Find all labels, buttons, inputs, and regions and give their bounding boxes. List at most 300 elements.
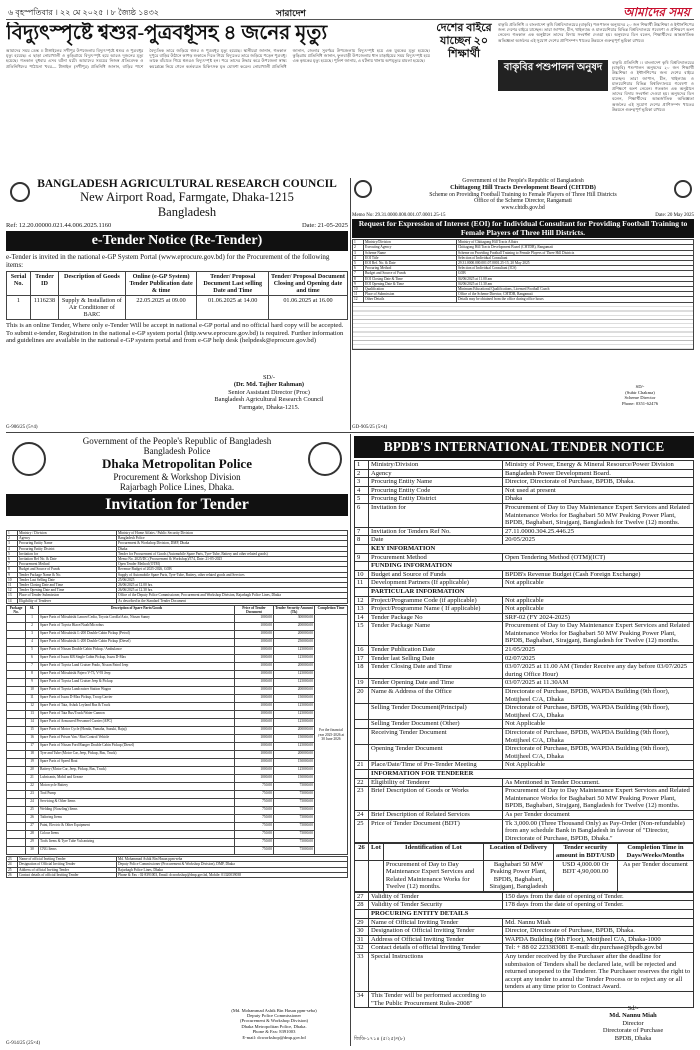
row-label: EOI Ref. No. & Date [364, 260, 457, 265]
row-label: Eligibility of Tenderer [369, 778, 503, 787]
col-header: Lot [369, 844, 384, 860]
row-value: 26/06/2025 at 12.00 hrs. [117, 583, 348, 588]
table-row [7, 639, 348, 647]
row-label: Procuring Method [364, 266, 457, 271]
cell-package [7, 759, 26, 767]
row-number: 5 [353, 260, 364, 265]
signature-block [578, 1005, 688, 1042]
cell-security: 75000.00 [274, 799, 315, 807]
row-label: Receiving Tender Document [369, 729, 503, 745]
cell-description: Spare Parts of Speed Boat [39, 759, 235, 767]
row-value: 21/05/2025 [503, 646, 694, 655]
sign-line: Bangladesh Agricultural Research Council [214, 396, 324, 404]
police-logo-icon [12, 442, 46, 476]
table-row [355, 663, 694, 679]
row-number: 13 [7, 593, 18, 598]
cell-description: Spare Parts of Mitsubishi Lancer/Cedia, Toyota Corolla/Axio, Nissan Sunny [39, 615, 235, 623]
table-row [355, 503, 694, 527]
cell-sl: 11 [26, 695, 39, 703]
cell-package [7, 839, 26, 847]
cell-price: 1000.00 [235, 671, 274, 679]
cell-completion: For the financial year 2025-2026 at 30 June 2026 [315, 615, 348, 855]
article-body: বাকৃবি প্রতিনিধি ।। বাংলাদেশ কৃষি বিশ্ববিদ্যালয়ের (বাকৃবি) পশুপালন অনুষদের ২০ জন শিক্ষার্থী উচ্চশিক্ষা ও ইন্টার্নশিপের জন্য দেশের বাইরে যাচ্ছেন। তারা জাপান, চীন, থাইল্যান্ড ও মালয়েশিয়ার বিভিন্ন বিশ্ববিদ্যালয়ে গবেষণা ও প্রশিক্ষণে অংশ নেবেন। গতকাল এক অনুষ্ঠানে তাদের বিদায় সংবর্ধনা দেওয়া হয়। অনুষদের ডিন বলেন, শিক্ষার্থীদের আন্তর্জাতিক অভিজ্ঞতা অর্জনের এই সুযোগ দেশের প্রাণিসম্পদ খাতের উন্নয়নে গুরুত্বপূর্ণ ভূমিকা রাখবে। [498, 22, 694, 43]
table-row [7, 807, 348, 815]
row-value: GOB [457, 271, 694, 276]
row-number: 5 [7, 551, 18, 556]
row-label: Invitation Ref No. & Date [18, 557, 117, 562]
cell-description: Supply & Installation of Air Conditioner of BARC [59, 296, 126, 320]
row-value: Ministry of Power, Energy & Mineral Resource/Power Division [503, 461, 694, 470]
org-title: Chittagong Hill Tracts Development Board (CHTDB) [450, 183, 596, 191]
cell-description: Spare Parts of Toyota Land Cruiser Prado, Nissan Patrol Jeep [39, 663, 235, 671]
cell-package [7, 743, 26, 751]
cell-price: 1000.00 [235, 767, 274, 775]
notice-title: e-Tender Notice (Re-Tender) [6, 231, 348, 251]
cell-sl: 29 [26, 839, 39, 847]
row-value: 25/06/2025 [117, 577, 348, 582]
row-label: Invitation for Tenders Ref No. [369, 527, 503, 536]
signatory-name: Md. Nannu Miah [609, 1012, 657, 1020]
cell-security: 75000.00 [274, 823, 315, 831]
column-divider [350, 434, 351, 1046]
row-label: Procuring Entity Name [18, 541, 117, 546]
signature-block [204, 1008, 344, 1040]
row-number: 13 [355, 605, 369, 614]
row-number: 15 [355, 622, 369, 646]
row-label: Qualification [364, 287, 457, 292]
dmp-logo-icon [308, 442, 342, 476]
row-label: Price of Tender Document (BDT) [369, 819, 503, 843]
cell-sl: 23 [26, 791, 39, 799]
cell-sl: 21 [26, 775, 39, 783]
cell-description: Spare Parts of Tata Bus/Truck/Water Cannon [39, 711, 235, 719]
cell-sl: 22 [26, 783, 39, 791]
row-number [355, 769, 369, 778]
table-row [7, 775, 348, 783]
row-number [355, 704, 369, 720]
cell-package [7, 799, 26, 807]
cell-security: 150000.00 [274, 695, 315, 703]
table-row [355, 553, 694, 562]
row-value: Dhaka [503, 495, 694, 504]
row-label: Name of Official Inviting Tender [369, 918, 503, 927]
memo-date: Date: 20 May 2025 [655, 212, 694, 218]
cell-security: 125000.00 [274, 743, 315, 751]
cell-sl: 19 [26, 759, 39, 767]
row-label: Designation of Official Inviting Tender [18, 862, 117, 867]
row-label: Procurement Method [369, 553, 503, 562]
cell-sl: 9 [26, 679, 39, 687]
cell-sl: 7 [26, 663, 39, 671]
row-value: 178 days from the date of opening of Tender. [503, 901, 694, 910]
row-label: Procuring Entity District [18, 546, 117, 551]
bpdb-tender-notice [354, 436, 694, 1046]
cell-sl: 12 [26, 703, 39, 711]
address-line: Rajarbagh Police Lines, Dhaka. [119, 482, 235, 492]
row-value: Directorate of Purchase, BPDB, WAPDA Building (9th floor), Motijheel C/A, Dhaka [503, 704, 694, 720]
table-row [355, 486, 694, 495]
section-heading: PARTICULAR INFORMATION [369, 587, 694, 596]
row-number: 24 [355, 810, 369, 819]
row-number: 10 [353, 287, 364, 292]
cell-package [7, 815, 26, 823]
row-label: This Tender will be performed according to "The Public Procurement Rules-2008" [369, 992, 503, 1008]
col-header: Completion Time [315, 605, 348, 614]
notice-intro: e-Tender is invited in the national e-GP System Portal (www.eprocure.gov.bd) for the Procurement of the following items: [6, 253, 330, 269]
row-number: 6 [355, 503, 369, 527]
row-value: Procurement & Workshop Division, DMP, Dhaka [117, 541, 348, 546]
cell-package [7, 751, 26, 759]
page-date-line: ৬ বৃহস্পতিবার । ২২ মে ২০২৫ । ৮ জ্যৈষ্ঠ ১৪৩২ [8, 8, 160, 17]
cell-description: Tools Items & Tyre Tube Vulcanizing [39, 839, 235, 847]
org-line: Bangladesh Police [143, 446, 211, 456]
gd-code: GD-905/25 (5×4) [352, 425, 388, 430]
cell-price: 750.00 [235, 799, 274, 807]
cell-description: Tool Pump [39, 791, 235, 799]
row-value: Director, Directorate of Purchase, BPDB, Dhaka. [503, 927, 694, 936]
table-row [7, 823, 348, 831]
cell-security: 75000.00 [274, 815, 315, 823]
cell-package [7, 655, 26, 663]
row-value: Rajarbagh Police Lines, Dhaka [117, 867, 348, 872]
row-number: 12 [355, 596, 369, 605]
row-number: 4 [353, 255, 364, 260]
cell-sl: 2 [26, 623, 39, 631]
row-value: 20/05/2025 [503, 536, 694, 545]
row-value: Tk 3,000.00 (Three Thousand Only) as Pay-Order (Non-refundable) from any schedule Bank in Bangladesh in favour of "Director, Directorate of Purchase, BPDB, Dhaka." [503, 819, 694, 843]
row-label: Procuring Entity District [369, 495, 503, 504]
table-row [355, 613, 694, 622]
table-row [7, 615, 348, 623]
table-row [7, 839, 348, 847]
row-label: Agency [369, 469, 503, 478]
article-headline: বিদ্যুৎস্পৃষ্টে শ্বশুর-পুত্রবধূসহ ৪ জনের মৃত্যু [6, 22, 328, 44]
row-label: Procuring Entity Name [369, 478, 503, 487]
row-value: Open Tender Method (OTM) [117, 562, 348, 567]
row-value: Not applicable [503, 605, 694, 614]
notice-date: Date: 21-05-2025 [301, 222, 348, 229]
row-label: Opening Tender Document [369, 745, 503, 761]
col-header: Tender Security Amount (Tk) [275, 605, 313, 615]
row-number: 2 [7, 536, 18, 541]
cell-description: Spare Parts of Mitsubishi L-200 Double Cabin Pickup (Diesel) [39, 639, 235, 647]
cell-sl: 17 [26, 743, 39, 751]
column-divider [350, 178, 351, 430]
table-row [355, 787, 694, 811]
cell-security: 125000.00 [274, 703, 315, 711]
row-value: Details may be obtained from the office during office hours [457, 297, 694, 302]
cell-security: 75000.00 [274, 839, 315, 847]
col-header: Tender/ Proposal Document Last selling Date and Time [197, 272, 269, 296]
col-header: Price of Tender Document [235, 605, 274, 614]
table-row [355, 910, 694, 919]
cell-description: Spare Parts of Mitsubishi Pajero V-73, V-93 Jeep [39, 671, 235, 679]
barc-tender-notice [6, 178, 348, 430]
cell-description: Lubricants, Mobil and Grease [39, 775, 235, 783]
notice-intro [6, 518, 348, 530]
cell-package [7, 831, 26, 839]
bpdb-info-table [354, 460, 694, 843]
table-row [7, 872, 348, 877]
row-number: 3 [7, 541, 18, 546]
cell-security: 125000.00 [274, 655, 315, 663]
row-number: 25 [7, 867, 18, 872]
dmp-tender-notice [6, 436, 348, 1046]
bpdb-info-table-2 [354, 892, 694, 1008]
row-value: Not applicable [503, 579, 694, 588]
row-number: 10 [7, 577, 18, 582]
row-value: Phone & Fax : 02-8391003, Email: dcworkshop@dmp.gov.bd, Mobile: 01320039038 [117, 872, 348, 877]
table-row [355, 704, 694, 720]
office-line: Office of the Scheme Director, Rangamati [474, 198, 572, 205]
cell-description: Spare Parts of Toyota Landcruiser Station Wagon [39, 687, 235, 695]
signature-block [194, 374, 344, 411]
row-value: Supply of Automobile Spare Parts, Tyre-Tube, Battery, other related goods and Services [117, 572, 348, 577]
cell-price: 750.00 [235, 847, 274, 855]
row-value: SRF-02 (FY 2024-2025) [503, 613, 694, 622]
cell-selling: 01.06.2025 at 14.00 [197, 296, 269, 320]
section-heading: INFORMATION FOR TENDERER [369, 769, 694, 778]
sign-line: Dhaka Metropolitan Police, Dhaka. [241, 1023, 307, 1029]
col-header: Tender/ Proposal Document Closing and Opening date and time [268, 272, 347, 296]
cell-package [7, 679, 26, 687]
row-value: 150 days from the date of opening of Tender. [503, 892, 694, 901]
table-row [7, 743, 348, 751]
sign-line: Director [622, 1019, 644, 1027]
col-header: Description of Goods [59, 272, 126, 296]
row-number: 12 [353, 297, 364, 302]
cell-package [7, 775, 26, 783]
notice-footer-2: To submit e-tender, Registration in the national e-GP system portal (http.www.eprocure.gov.bd) is required. Further information and guidelines are available in the national e-GP system portal and from e-GP help desk (helpdesk@eprocure.gov.bd) [6, 329, 344, 345]
cell-price: 1000.00 [235, 647, 274, 655]
cell-price: 1000.00 [235, 679, 274, 687]
cell-description: CNG Items [39, 847, 235, 855]
cell-security: 125000.00 [274, 711, 315, 719]
col-header: Online (e-GP System) Tender Publication date & time [125, 272, 197, 296]
row-number: 4 [7, 546, 18, 551]
row-value: Selection of Individual Consultant (ICS) [457, 266, 694, 271]
row-label: Invitation for [369, 503, 503, 527]
row-value: Procurement of Day to Day Maintenance Expert Services and Related Maintenance Works for Baghabari 50 MW Peaking Power Plant, BPDB, Baghabari, Sirajganj, Bangladesh for Twelve (12) months. [503, 503, 694, 527]
scheme-line: Scheme on Providing Football Training to Female Players of Three Hill Districts [429, 191, 617, 198]
cell-identification: Procurement of Day to Day Maintenance Expert Services and Related Maintenance Works for Twelve (12) months. [383, 860, 483, 891]
row-number [355, 910, 369, 919]
table-row [355, 892, 694, 901]
row-number [355, 587, 369, 596]
row-number: 33 [355, 953, 369, 992]
row-value: 03/07/2025 at 11.30AM [503, 679, 694, 688]
row-number: 5 [355, 495, 369, 504]
section-heading: FUNDING INFORMATION [369, 562, 694, 571]
cell-description: Battery (Motor Car, Jeep, Pickup, Bus, Truck) [39, 767, 235, 775]
memo-number: Memo No: 29.31.0000.000.001.07.0001.25-15 [352, 212, 446, 218]
table-row [355, 654, 694, 663]
cell-package [7, 623, 26, 631]
news-article-electrocution [6, 22, 430, 192]
row-value: Minimum Educational Qualifications, Licensed Football Coach [457, 287, 694, 292]
row-label: Procuring Entity Code [369, 486, 503, 495]
cell-price: 750.00 [235, 783, 274, 791]
cell-price: 1000.00 [235, 727, 274, 735]
row-label: Selling Tender Document (Other) [369, 720, 503, 729]
table-row [7, 847, 348, 855]
table-row [7, 598, 348, 603]
row-label: Budget and Source of Funds [18, 567, 117, 572]
cell-security: 150000.00 [274, 759, 315, 767]
sign-line: Phone: 0351-62476 [621, 400, 659, 406]
notice-title: Invitation for Tender [6, 494, 348, 516]
table-row [7, 679, 348, 687]
eoi-requirements-text [352, 303, 694, 350]
row-number: 18 [355, 663, 369, 679]
newspaper-logo: আমাদের সময় [623, 5, 690, 19]
row-label: Contact details of official Inviting Tender [369, 944, 503, 953]
dmp-procuring-table [6, 856, 348, 878]
row-label: EOI Opening Date & Time [364, 281, 457, 286]
cell-package [7, 719, 26, 727]
cell-price: 1000.00 [235, 663, 274, 671]
row-value: Ministry of Chittagong Hill Tracts Affairs [457, 240, 694, 245]
table-row [355, 596, 694, 605]
row-value: Office of the Scheme Director, CHTDB, Rangamati [457, 292, 694, 297]
table-row [355, 469, 694, 478]
col-header: Serial No. [7, 272, 31, 296]
row-label: Brief Description of Related Services [369, 810, 503, 819]
row-label: Tender Package Name [369, 622, 503, 646]
cell-description: Motorcycle Battery [39, 783, 235, 791]
cell-package [7, 783, 26, 791]
row-label: Tender Opening Date and Time [369, 679, 503, 688]
row-number: 28 [355, 901, 369, 910]
cell-package [7, 631, 26, 639]
table-row [7, 735, 348, 743]
cell-price: 1000.00 [235, 751, 274, 759]
cell-security: 250000.00 [274, 639, 315, 647]
cell-description: Paint, Electric & Other Equipment [39, 823, 235, 831]
org-country: Bangladesh [157, 205, 217, 219]
row-label: Project/Programme Name ( If applicable) [369, 605, 503, 614]
table-row [355, 935, 694, 944]
cell-sl: 27 [26, 823, 39, 831]
row-number: 17 [355, 654, 369, 663]
cell-sl: 4 [26, 639, 39, 647]
table-row [355, 495, 694, 504]
section-heading: PROCURING ENTITY DETAILS [369, 910, 694, 919]
row-number: 12 [7, 588, 18, 593]
gov-logo-icon [354, 180, 372, 198]
gov-line: Government of the People's Republic of Bangladesh [462, 178, 584, 184]
table-row [355, 688, 694, 704]
cell-description: Spare Parts of Prison Van / Riot Control Vehicle [39, 735, 235, 743]
row-number [355, 745, 369, 761]
row-label: Tender Publication Date [369, 646, 503, 655]
row-value: Md. Mohammad Ashik Bin Hasan ppm-seba [117, 857, 348, 862]
table-row [7, 655, 348, 663]
row-number: 3 [353, 250, 364, 255]
table-row [355, 720, 694, 729]
cell-price: 1000.00 [235, 615, 274, 623]
article-body-cont: বাকৃবি প্রতিনিধি ।। বাংলাদেশ কৃষি বিশ্ববিদ্যালয়ের (বাকৃবি) পশুপালন অনুষদের ২০ জন শিক্ষার্থী উচ্চশিক্ষা ও ইন্টার্নশিপের জন্য দেশের বাইরে যাচ্ছেন। তারা জাপান, চীন, থাইল্যান্ড ও মালয়েশিয়ার বিভিন্ন বিশ্ববিদ্যালয়ে গবেষণা ও প্রশিক্ষণে অংশ নেবেন। গতকাল এক অনুষ্ঠানে তাদের বিদায় সংবর্ধনা দেওয়া হয়। অনুষদের ডিন বলেন, শিক্ষার্থীদের আন্তর্জাতিক অভিজ্ঞতা অর্জনের এই সুযোগ দেশের প্রাণিসম্পদ খাতের উন্নয়নে গুরুত্বপূর্ণ ভূমিকা রাখবে। [612, 60, 694, 112]
cell-package [7, 847, 26, 855]
gd-code: G-914/25 (25×4) [6, 1041, 41, 1046]
cell-price: 750.00 [235, 831, 274, 839]
table-row [355, 927, 694, 936]
cell-price: 1000.00 [235, 623, 274, 631]
cell-price: 1000.00 [235, 639, 274, 647]
cell-sl: 15 [26, 727, 39, 735]
cell-package [7, 687, 26, 695]
eoi-title: Request for Expression of Interest (EOI) for Individual Consultant for Providing Football Training to Female Players of Three Hill Districts. [352, 219, 694, 238]
cell-sl: 30 [26, 847, 39, 855]
row-value: 04/06/2025 at 11.30 am [457, 281, 694, 286]
row-value: Not applicable [503, 596, 694, 605]
table-row [7, 623, 348, 631]
row-number: 9 [353, 281, 364, 286]
cell-sl: 26 [26, 815, 39, 823]
cell-price: 1000.00 [235, 655, 274, 663]
row-value: 03/07/2025 at 11.00 AM (Tender Receive any day before 03/07/2025 during Office Hour) [503, 663, 694, 679]
cell-location: Baghabari 50 MW Peaking Power Plant, BPDB, Baghabari, Sirajganj, Bangladesh [483, 860, 553, 891]
row-value: Selection of Individual Consultant [457, 255, 694, 260]
row-value: Chittagong Hill Tracts Development Board (CHTDB), Rangamati [457, 245, 694, 250]
cell-security: 75000.00 [274, 831, 315, 839]
cell-description: Spare Parts of Nissan Ford Ranger Double Cabin Pickup (Diesel) [39, 743, 235, 751]
sign-line: Sd/- [627, 1004, 639, 1012]
row-number: 34 [355, 992, 369, 1008]
row-label: Brief Description of Goods or Works [369, 787, 503, 811]
cell-completion: As per Tender document [617, 860, 693, 891]
cell-price: 1000.00 [235, 759, 274, 767]
table-row [355, 536, 694, 545]
cell-sl: 3 [26, 631, 39, 639]
table-row [355, 622, 694, 646]
row-label: Budget and Source of Funds [369, 570, 503, 579]
row-number: 14 [355, 613, 369, 622]
article-headline-b: বাকৃবির পশুপালন অনুষদ [498, 60, 608, 91]
cell-price: 1000.00 [235, 735, 274, 743]
table-row [355, 729, 694, 745]
cell-closing: 01.06.2025 at 16.00 [268, 296, 347, 320]
table-row [355, 778, 694, 787]
gov-line: Government of the People's Republic of Bangladesh [82, 436, 272, 446]
gd-code: জিডি-১৭১৪ (৫/২৫)×(৮) [354, 1037, 405, 1042]
table-row [7, 703, 348, 711]
cell-price: 1000.00 [235, 743, 274, 751]
cell-price: 1000.00 [235, 631, 274, 639]
sign-line: (Procurement & Workshop Division) [239, 1018, 309, 1024]
row-value: Director, Directorate of Purchase, BPDB, Dhaka. [503, 478, 694, 487]
cell-security: 125000.00 [274, 679, 315, 687]
row-label: Address of Official Inviting Tender [369, 935, 503, 944]
row-number: 1 [355, 461, 369, 470]
sign-line: Scheme Director [624, 395, 656, 401]
col-header: Location of Delivery [483, 844, 553, 860]
bpdb-lot-table [354, 843, 694, 892]
cell-description: Tyre and Tube (Motor Car, Jeep, Pickup, Bus, Truck) [39, 751, 235, 759]
row-value: Dhaka [117, 546, 348, 551]
page-header [6, 4, 694, 20]
row-value: Memo No. 2025/DC (Procurement & Workshop)/574, Date: 21-05-2025 [117, 557, 348, 562]
col-header: Description of Spare Parts/Goods [39, 605, 235, 614]
cell-description: Spare Parts of Nissan Double Cabin Pickup / Ambulance [39, 647, 235, 655]
cell-sl: 18 [26, 751, 39, 759]
sign-line: SD/- [262, 374, 276, 381]
row-label: Selling Tender Document(Principal) [369, 704, 503, 720]
news-article-students [434, 22, 696, 162]
row-number: 10 [355, 570, 369, 579]
cell-security: 200000.00 [274, 623, 315, 631]
cell-security: 200000.00 [274, 727, 315, 735]
